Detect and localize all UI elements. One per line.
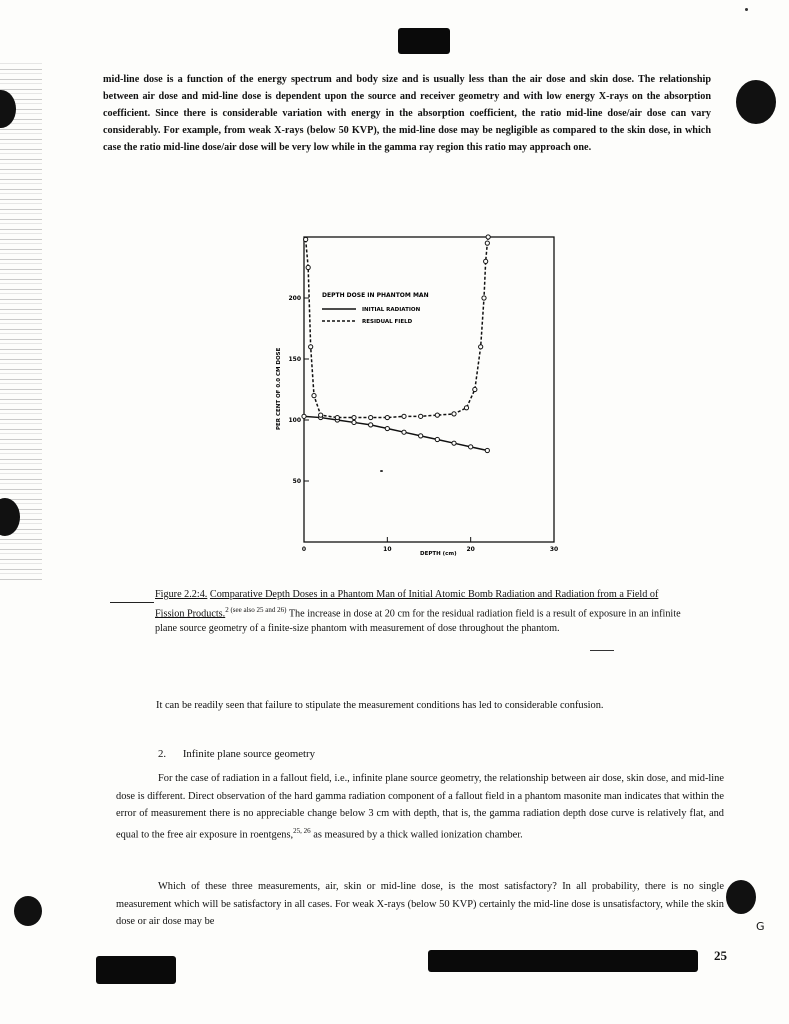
x-axis-label: DEPTH (cm)	[420, 551, 457, 557]
data-point	[309, 345, 313, 349]
legend-title: DEPTH DOSE IN PHANTOM MAN	[322, 292, 429, 299]
x-tick-label: 30	[549, 546, 559, 553]
y-axis-label: PER CENT OF 0.0 CM DOSE	[276, 347, 282, 430]
section-heading	[158, 748, 315, 760]
data-point	[306, 265, 310, 269]
plot-frame	[304, 237, 554, 542]
legend	[322, 292, 429, 325]
data-point	[369, 415, 373, 419]
section-title: Infinite plane source geometry	[182, 748, 316, 760]
data-point	[335, 415, 339, 419]
data-point	[302, 414, 306, 418]
data-point	[435, 413, 439, 417]
punch-hole-left-bottom	[14, 896, 42, 926]
paragraph-fallout-end: as measured by a thick walled ionization chamber.	[313, 828, 523, 840]
data-point	[482, 296, 486, 300]
paragraph-confusion-text: It can be readily seen that failure to stipulate the measurement conditions has led to considerable confusion.	[156, 700, 604, 711]
redaction-bar-top	[398, 28, 450, 54]
data-point	[419, 414, 423, 418]
caption-refs: 2 (see also 25 and 26)	[225, 605, 287, 614]
legend-label-residual: RESIDUAL FIELD	[362, 319, 413, 325]
paragraph-fallout-refs: 25, 26	[293, 826, 311, 835]
data-point	[452, 412, 456, 416]
data-point	[402, 430, 406, 434]
y-tick-label: 150	[288, 356, 301, 363]
punch-hole-right-bottom	[726, 880, 756, 914]
x-tick-label: 20	[466, 546, 475, 553]
data-point	[419, 434, 423, 438]
data-point	[464, 406, 468, 410]
speck	[745, 8, 748, 11]
punch-hole-right-top	[736, 80, 776, 124]
data-point	[319, 413, 323, 417]
data-point	[312, 394, 316, 398]
data-point	[452, 441, 456, 445]
data-point	[402, 414, 406, 418]
data-point	[352, 415, 356, 419]
paragraph-confusion	[116, 697, 726, 715]
caption-body: The increase in dose at 20 cm for the residual radiation field is a result of exposure in an infinite plane source geometry of a finite-size phantom with measurement of dose throughout the phantom.	[155, 607, 681, 635]
data-point	[435, 437, 439, 441]
page-number: 25	[714, 948, 727, 963]
redaction-bar-bottom-right	[428, 950, 698, 972]
data-point	[485, 448, 489, 452]
data-point	[469, 445, 473, 449]
data-point	[479, 345, 483, 349]
redaction-bar-bottom-left	[96, 956, 176, 984]
paragraph-which-text: Which of these three measurements, air, skin or mid-line dose, is the most satisfactory? In all probability, there is no single measurement which will be satisfactory in all cases. For weak X-rays (below 50 KVP) certainly the mid-line dose is unsatisfactory, while the skin dose or air dose may be	[116, 881, 724, 927]
data-point	[369, 423, 373, 427]
series-line-residual	[306, 237, 489, 418]
y-tick-label: 200	[288, 295, 301, 302]
data-point	[484, 259, 488, 263]
y-tick-label: 50	[292, 478, 301, 485]
y-tick-label: 100	[288, 417, 301, 424]
paragraph-fallout-text: For the case of radiation in a fallout field, i.e., infinite plane source geometry, the relationship between air dose, skin dose, and mid-line dose is different. Direct observation of the hard gamma radiation component of a fallout field in a phantom masonite man indicates that within the error of measurement there is no appreciable change below 3 cm with depth, that is, the gamma radiation depth dose curve is relatively flat, and equal to the free air exposure in roentgens,	[116, 773, 724, 840]
data-point	[385, 426, 389, 430]
data-point	[385, 415, 389, 419]
speck	[590, 650, 614, 651]
caption-title: Comparative Depth Doses in a Phantom Man of Initial Atomic Bomb Radiation and Radiation from a Field of Fission Products.	[155, 589, 659, 619]
data-point	[304, 237, 308, 241]
x-tick-label: 10	[383, 546, 392, 553]
caption-label: Figure 2.2:4.	[155, 589, 208, 600]
data-point	[486, 235, 490, 239]
paragraph-which-measurement	[116, 878, 724, 931]
paragraph-midline-dose: mid-line dose is a function of the energy spectrum and body size and is usually less than the air dose and skin dose. The relationship between air dose and mid-line dose is dependent upon the source and receiver geometry and with low energy X-rays on the absorption coefficient. Since there is considerable variation with energy in the absorption coefficient, the ratio mid-line dose/air dose can vary considerably. For example, from weak X-rays (below 50 KVP), the mid-line dose may be negligible as compared to the skin dose, in which case the ratio mid-line dose/air dose will be very low while in the gamma ray region this ratio may approach one.	[103, 74, 711, 153]
legend-label-initial: INITIAL RADIATION	[362, 307, 421, 313]
data-point	[485, 241, 489, 245]
margin-mark: G	[756, 920, 765, 933]
caption-rule	[110, 602, 154, 603]
series-line-initial	[304, 416, 487, 450]
paragraph-fallout-field	[116, 770, 724, 843]
figure-caption	[155, 587, 685, 637]
data-point	[473, 387, 477, 391]
depth-dose-chart	[270, 225, 570, 560]
x-tick-label: 0	[301, 546, 307, 553]
data-point	[352, 420, 356, 424]
section-number: 2.	[158, 748, 167, 760]
